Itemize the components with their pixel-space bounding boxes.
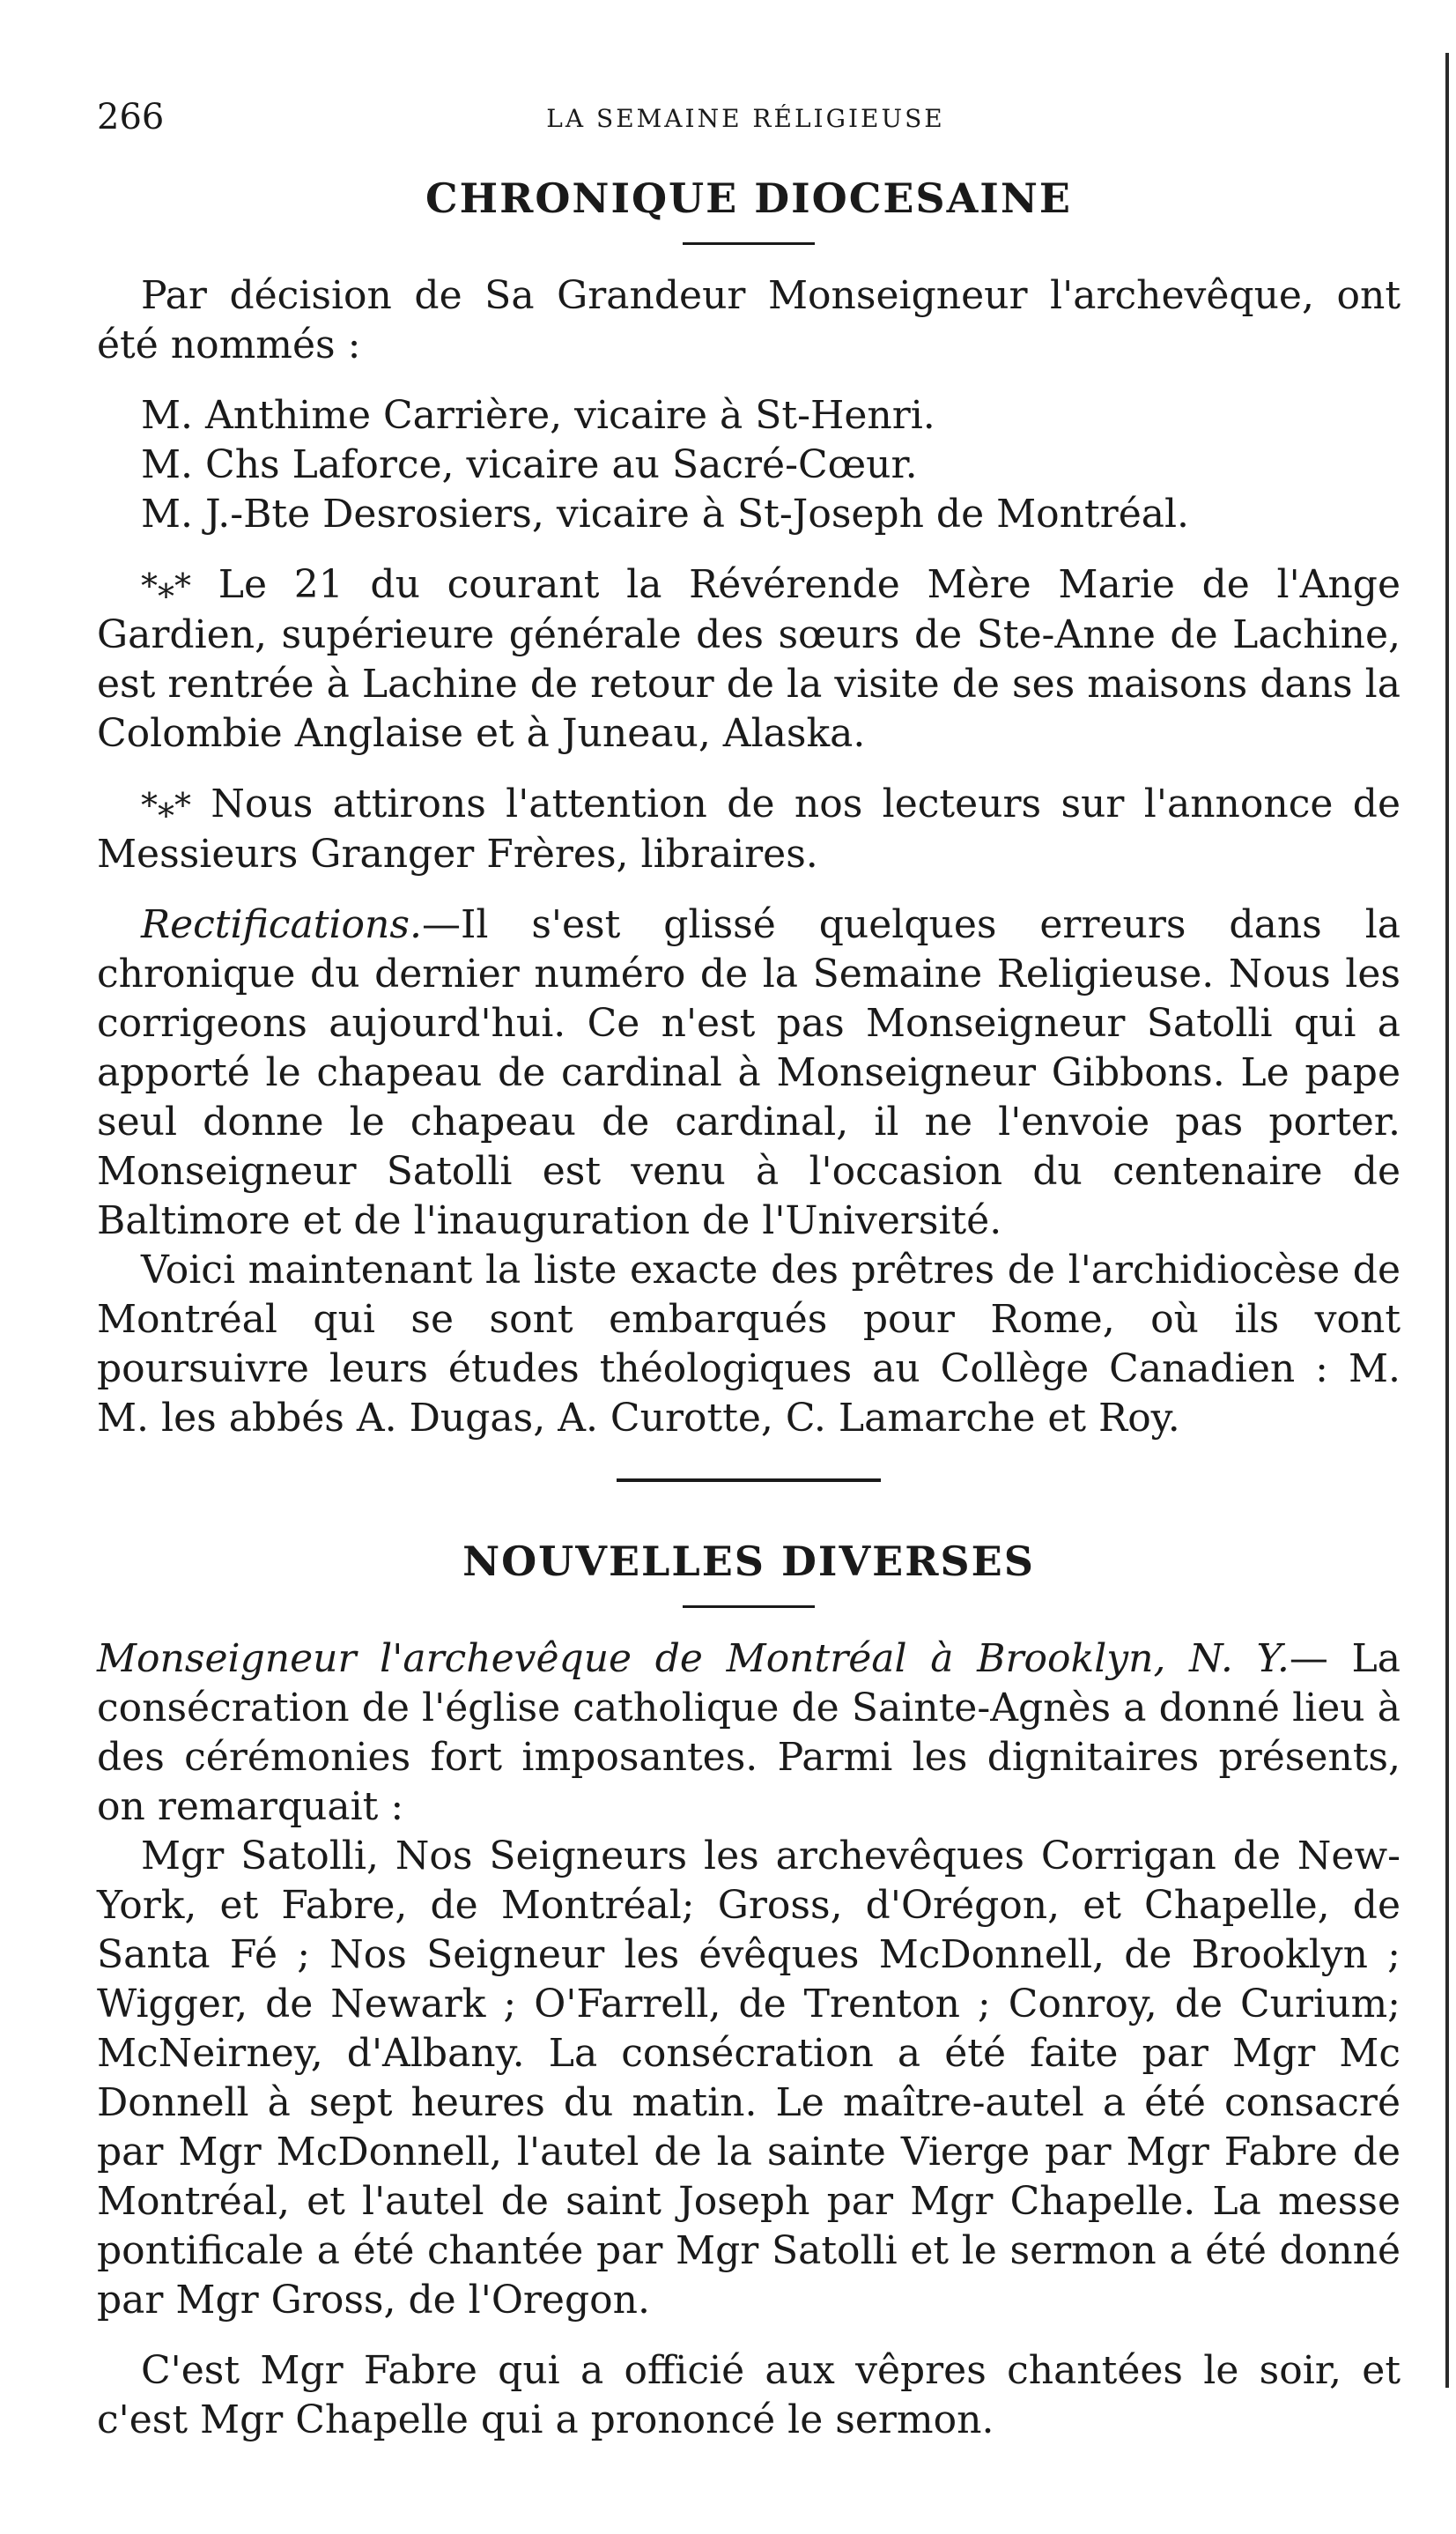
nouvelles-title: NOUVELLES DIVERSES: [462, 1537, 1035, 1585]
page-number: 266: [97, 97, 165, 137]
appointment-item: M. Anthime Carrière, vicaire à St-Henri.: [141, 393, 935, 438]
appointment-item: M. J.-Bte Desrosiers, vicaire à St-Joseph de Montréal.: [141, 492, 1190, 537]
rectifications-label: Rectifications.: [141, 902, 422, 947]
page-header: [88, 97, 1403, 150]
closing-paragraph: C'est Mgr Fabre qui a officié aux vêpres chantées le soir, et c'est Mgr Chapelle qui a prononcé le sermon.: [97, 2348, 1401, 2442]
page-content: [97, 172, 1401, 2466]
section-divider: [617, 1478, 881, 1482]
title-rule: [683, 242, 815, 245]
news-item-text: Nous attirons l'attention de nos lecteurs sur l'annonce de Messieurs Granger Frères, libraires.: [97, 782, 1401, 877]
appointment-item: M. Chs Laforce, vicaire au Sacré-Cœur.: [141, 442, 918, 487]
brooklyn-lead-paragraph: [97, 1634, 1401, 1832]
asterism: *⁎*: [141, 786, 191, 825]
chronique-title: CHRONIQUE DIOCESAINE: [425, 174, 1072, 222]
news-item-text: Le 21 du courant la Révérende Mère Marie de l'Ange Gardien, supérieure générale des sœurs de Ste-Anne de Lachine, est rentrée à Lachine de retour de la visite de ses maisons dans la Colombie Anglaise et à Juneau, Alaska.: [97, 562, 1401, 756]
priests-list-paragraph: Voici maintenant la liste exacte des prêtres de l'archidiocèse de Montréal qui se sont embarqués pour Rome, où ils vont poursuivre leurs études théologiques au Collège Canadien : M. M. les abbés A. Dugas, A. Curotte, C. Lamarche et Roy.: [97, 1248, 1401, 1441]
news-item-mother-marie: [97, 560, 1401, 759]
news-item-granger: [97, 780, 1401, 879]
appointments-intro: Par décision de Sa Grandeur Monseigneur l'archevêque, ont été nommés :: [97, 273, 1401, 367]
rectifications-paragraph: [97, 900, 1401, 1246]
title-rule: [683, 1605, 815, 1608]
page-edge-line: [1445, 53, 1449, 2388]
asterism: *⁎*: [141, 567, 191, 605]
appointments-list: [97, 391, 1401, 539]
brooklyn-lead-label: Monseigneur l'archevêque de Montréal à Brooklyn, N. Y.: [97, 1636, 1290, 1681]
rectifications-text: —Il s'est glissé quelques erreurs dans la chronique du dernier numéro de la Semaine Religieuse. Nous les corrigeons aujourd'hui. Ce n'est pas Monseigneur Satolli qui a apporté le chapeau de cardinal à Monseigneur Gibbons. Le pape seul donne le chapeau de cardinal, il ne l'envoie pas porter. Monseigneur Satolli est venu à l'occasion du centenaire de Baltimore et de l'inauguration de l'Université.: [97, 902, 1401, 1243]
dignitaries-paragraph: Mgr Satolli, Nos Seigneurs les archevêques Corrigan de New-York, et Fabre, de Montréal; Gross, d'Orégon, et Chapelle, de Santa Fé ; Nos Seigneur les évêques McDonnell, de Brooklyn ; Wigger, de Newark ; O'Farrell, de Trenton ; Conroy, de Curium; McNeirney, d'Albany. La consécration a été faite par Mgr Mc Donnell à sept heures du matin. Le maître-autel a été consacré par Mgr McDonnell, l'autel de la sainte Vierge par Mgr Fabre de Montréal, et l'autel de saint Joseph par Mgr Chapelle. La messe pontificale a été chantée par Mgr Satolli et le sermon a été donné par Mgr Gross, de l'Oregon.: [97, 1834, 1401, 2323]
brooklyn-lead-text: — La consécration de l'église catholique de Sainte-Agnès a donné lieu à des cérémonies fort imposantes. Parmi les dignitaires présents, on remarquait :: [97, 1636, 1401, 1829]
running-title: LA SEMAINE RÉLIGIEUSE: [546, 104, 945, 133]
